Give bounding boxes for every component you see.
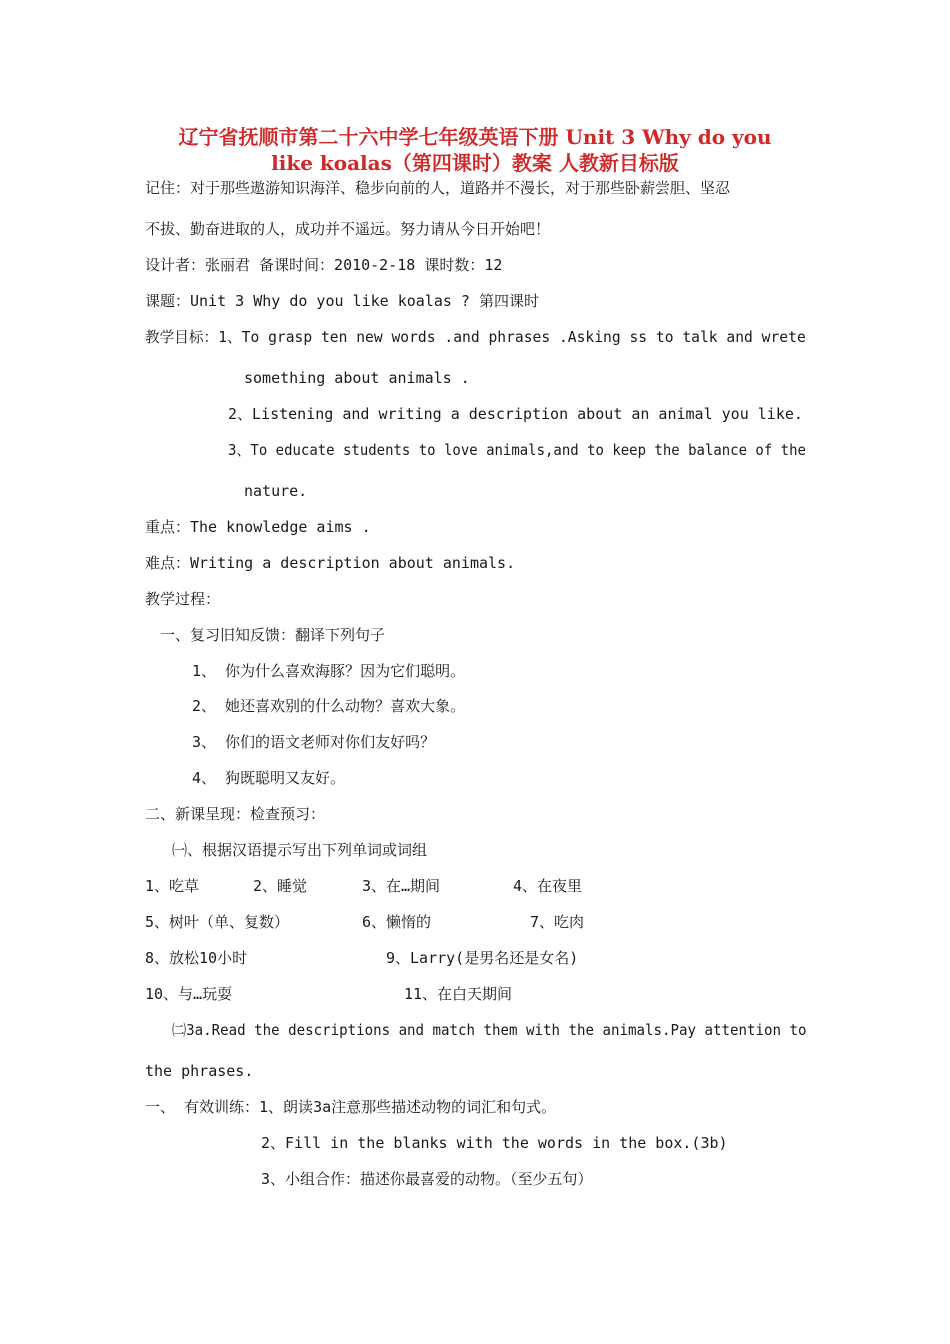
practice-item-3: 3、小组合作：描述你最喜爱的动物。（至少五句） [261, 1170, 593, 1188]
motto-line-1: 记住：对于那些遨游知识海洋、稳步向前的人，道路并不漫长，对于那些卧薪尝胆、坚忍 [145, 179, 731, 197]
review-item-4: 4、 狗既聪明又友好。 [192, 769, 346, 787]
difficulty: 难点：Writing a description about animals. [145, 554, 516, 572]
objective-1: 教学目标：1、To grasp ten new words .and phrases .Asking ss to talk and wrete [145, 328, 806, 346]
objective-2: 2、Listening and writing a description about an animal you like. [228, 405, 803, 423]
vocab-item: 4、在夜里 [513, 877, 583, 895]
section-1-heading: 一、复习旧知反馈：翻译下列句子 [160, 626, 386, 644]
lesson-meta: 设计者：张丽君 备课时间：2010-2-18 课时数：12 [145, 256, 503, 274]
lesson-topic: 课题：Unit 3 Why do you like koalas ? 第四课时 [145, 292, 539, 310]
reading-task-line-2: the phrases. [145, 1062, 254, 1080]
vocab-item: 5、树叶（单、复数） [145, 913, 290, 931]
document-title-line-1: 辽宁省抚顺市第二十六中学七年级英语下册 Unit 3 Why do you [178, 125, 772, 149]
objective-3-continued: nature. [244, 482, 308, 500]
vocab-item: 1、吃草 [145, 877, 200, 895]
vocab-instruction: ㈠、根据汉语提示写出下列单词或词组 [172, 841, 428, 859]
key-point: 重点：The knowledge aims . [145, 518, 371, 536]
vocab-item: 11、在白天期间 [404, 985, 513, 1003]
reading-task-line-1: ㈡3a.Read the descriptions and match them with the animals.Pay attention to [172, 1021, 807, 1039]
vocab-item: 2、睡觉 [253, 877, 308, 895]
objective-1-continued: something about animals . [244, 369, 470, 387]
vocab-item: 7、吃肉 [530, 913, 585, 931]
document-title-line-2: like koalas（第四课时）教案 人教新目标版 [271, 151, 679, 175]
vocab-item: 9、Larry(是男名还是女名) [386, 949, 579, 967]
review-item-1: 1、 你为什么喜欢海豚？因为它们聪明。 [192, 662, 466, 680]
practice-item-2: 2、Fill in the blanks with the words in the box.(3b) [261, 1134, 728, 1152]
process-label: 教学过程： [145, 590, 221, 608]
review-item-2: 2、 她还喜欢别的什么动物？喜欢大象。 [192, 697, 466, 715]
vocab-item: 8、放松10小时 [145, 949, 248, 967]
vocab-item: 10、与…玩耍 [145, 985, 233, 1003]
objective-3: 3、To educate students to love animals,and to keep the balance of the [228, 441, 806, 459]
vocab-item: 6、懒惰的 [362, 913, 432, 931]
review-item-3: 3、 你们的语文老师对你们友好吗？ [192, 733, 436, 751]
section-2-heading: 二、新课呈现：检查预习： [145, 805, 326, 823]
vocab-item: 3、在…期间 [362, 877, 441, 895]
motto-line-2: 不拔、勤奋进取的人，成功并不遥远。努力请从今日开始吧！ [145, 220, 551, 238]
section-3-heading: 一、 有效训练：1、朗读3a注意那些描述动物的词汇和句式。 [145, 1098, 557, 1116]
